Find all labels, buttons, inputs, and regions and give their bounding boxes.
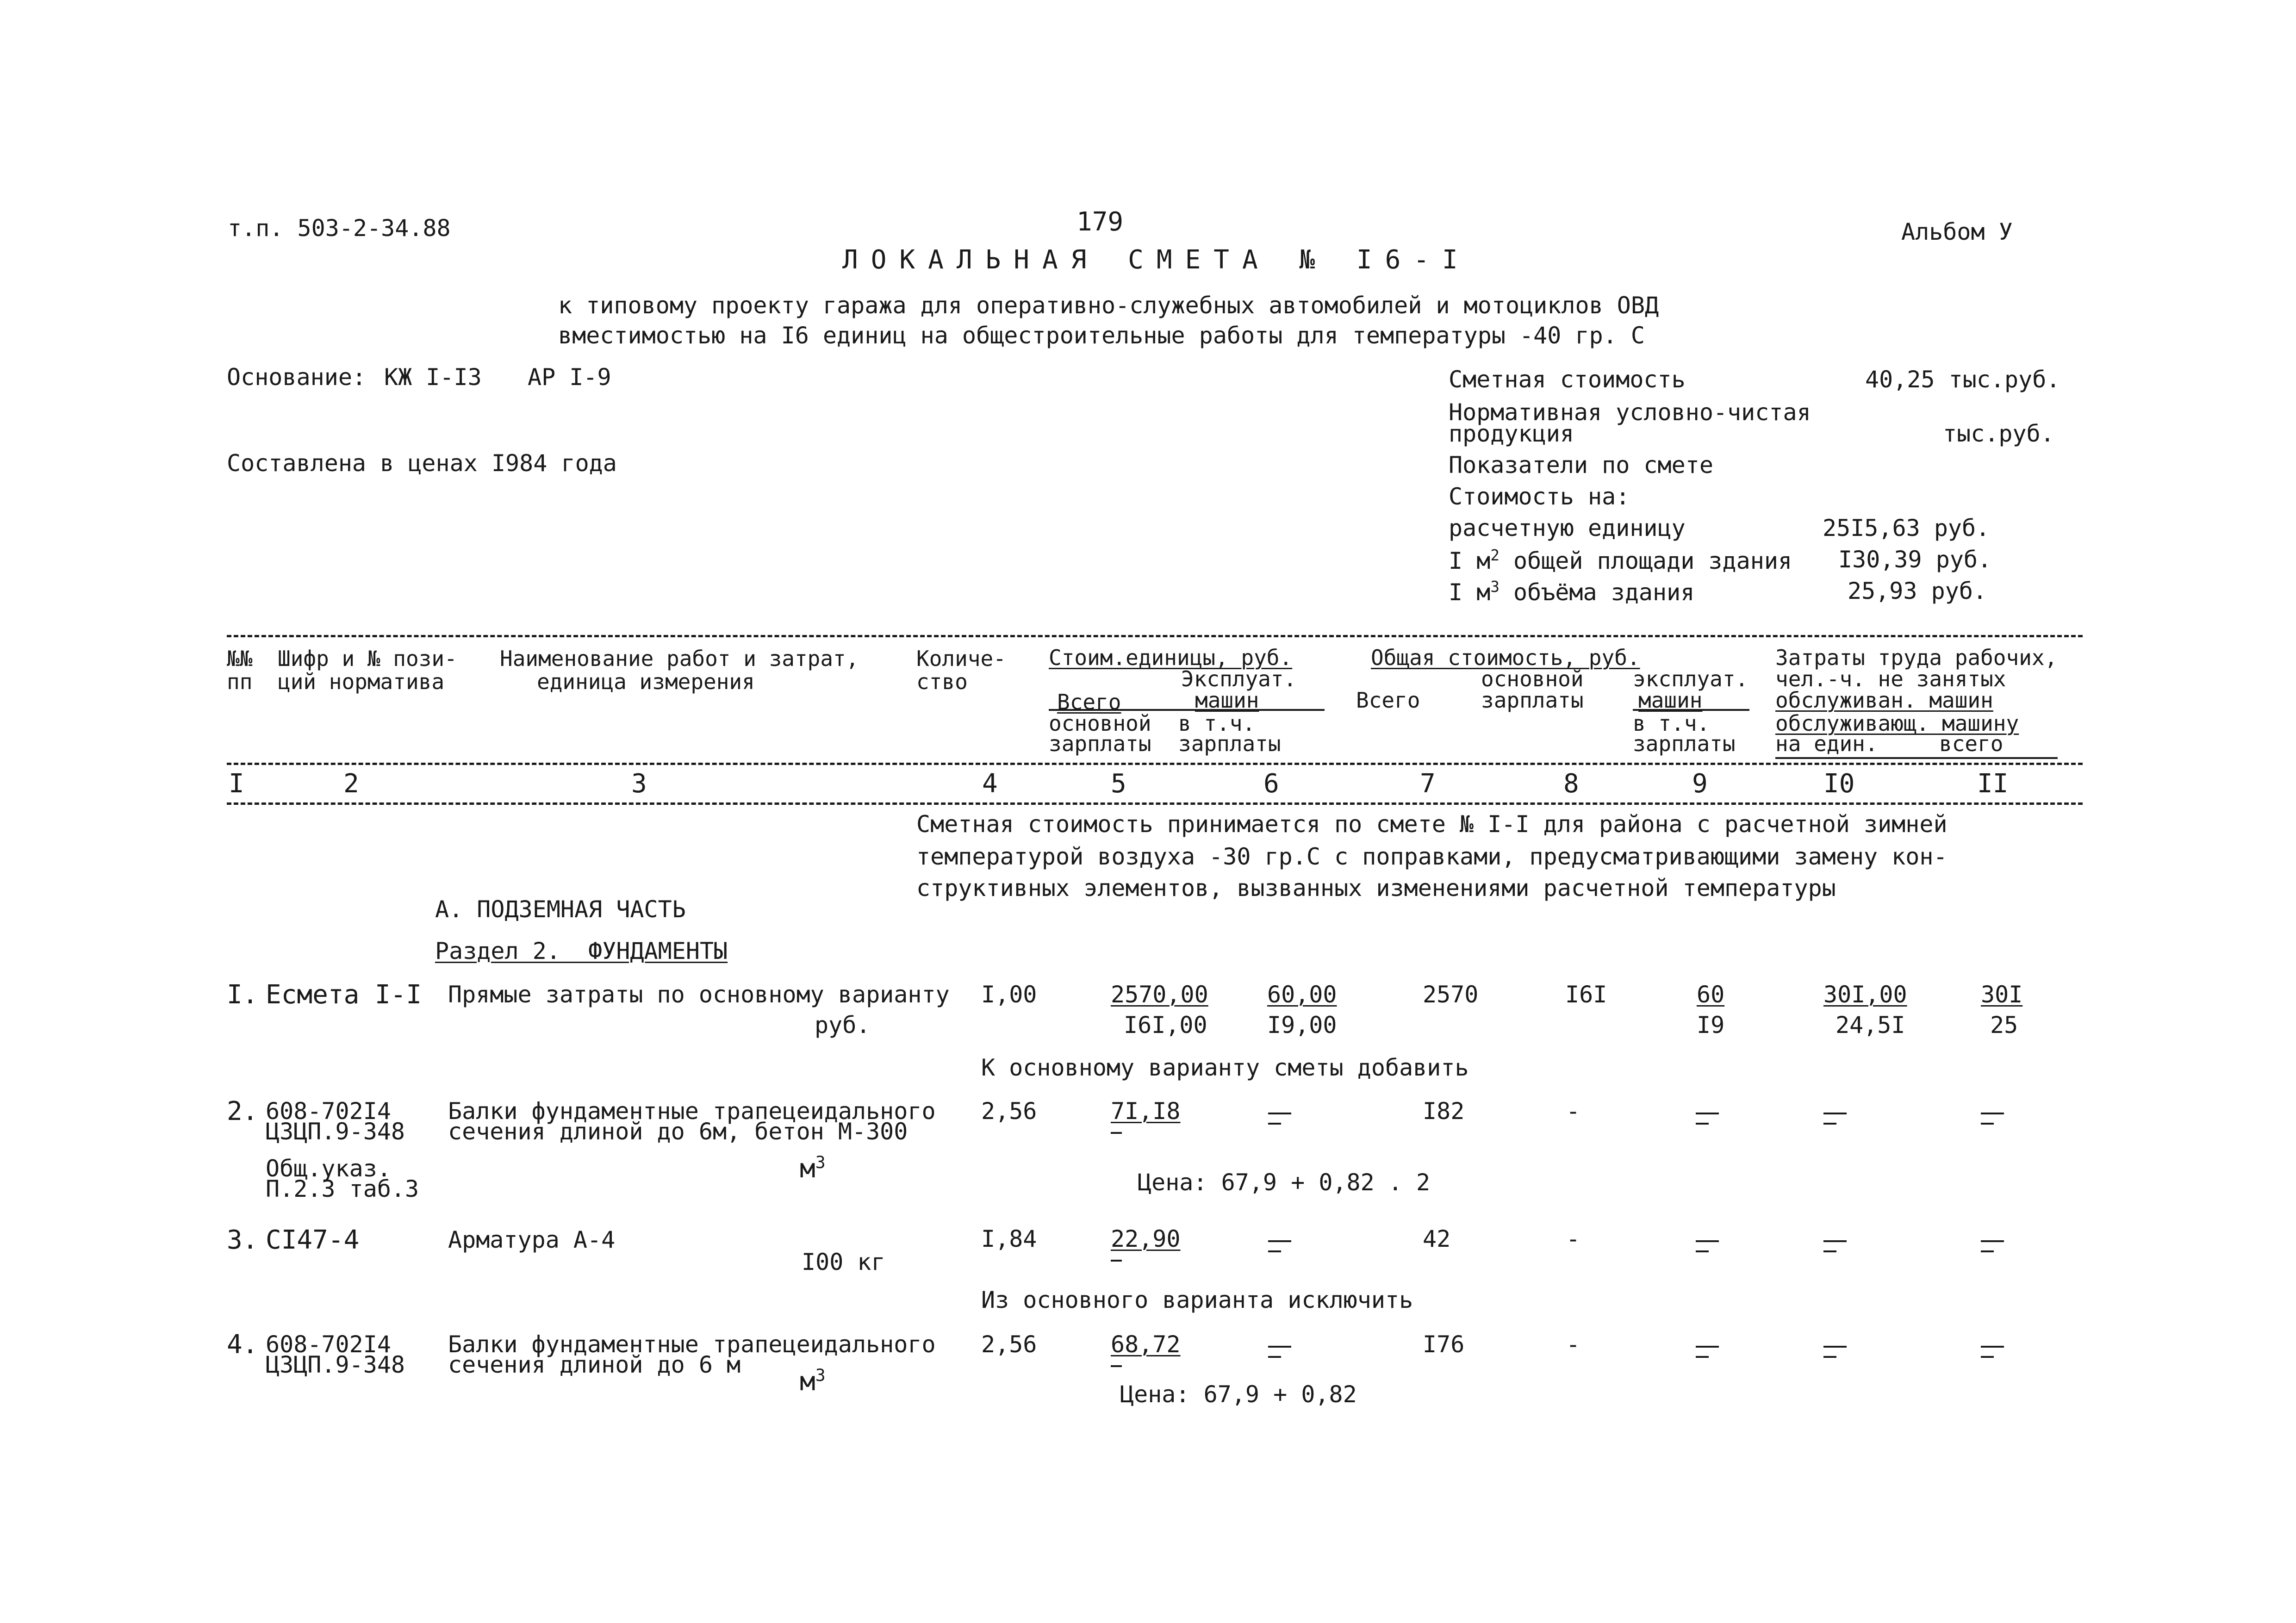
col1-header-b: пп bbox=[227, 669, 253, 694]
dash-mark bbox=[1268, 1240, 1291, 1261]
dash-mark bbox=[1981, 1240, 2004, 1261]
col4-header-b: ство bbox=[916, 669, 968, 694]
total-cost-header: Общая стоимость, руб. bbox=[1371, 645, 1640, 670]
row-num: 4. bbox=[227, 1330, 258, 1360]
total-base-header-1: основной bbox=[1481, 666, 1584, 691]
labor-header-3: обслуживан. машин bbox=[1775, 688, 1993, 713]
total-mach-header-3: в т.ч. bbox=[1633, 711, 1710, 736]
dash-mark bbox=[1823, 1113, 1847, 1133]
unit-mach-header-3: в т.ч. bbox=[1178, 711, 1256, 736]
row-unit-prefix: м bbox=[800, 1367, 815, 1397]
row-qty: I,84 bbox=[981, 1225, 1037, 1252]
row-labor-unit-b: 24,5I bbox=[1836, 1012, 1905, 1038]
col4-header bbox=[916, 647, 1006, 693]
row-code: Есмета I-I bbox=[266, 980, 422, 1010]
unit-total-header: Всего bbox=[1057, 690, 1121, 715]
table-numbers-rule bbox=[227, 802, 2083, 805]
album-label: Альбом У bbox=[1901, 218, 2013, 245]
row-price-note: Цена: 67,9 + 0,82 . 2 bbox=[1138, 1169, 1431, 1196]
row-labor-total-b: 25 bbox=[1990, 1012, 2018, 1038]
section-chapter: Раздел 2. ФУНДАМЕНТЫ bbox=[435, 938, 728, 964]
dash-mark bbox=[1981, 1346, 2004, 1366]
dash-mark bbox=[1268, 1113, 1291, 1133]
subtitle-line-1: к типовому проекту гаража для оперативно-служебных автомобилей и мотоциклов ОВД bbox=[558, 292, 1659, 319]
note-line-3: структивных элементов, вызванных изменениями расчетной температуры bbox=[916, 875, 1836, 902]
per-m2-label bbox=[1449, 548, 1792, 572]
estimated-cost-label: Сметная стоимость bbox=[1449, 366, 1686, 393]
total-mach-header-2: машин bbox=[1638, 688, 1703, 713]
per-m3-label bbox=[1449, 579, 1694, 604]
dash-mark bbox=[1111, 1365, 1134, 1375]
total-all-header: Всего bbox=[1356, 688, 1420, 713]
dash-mark bbox=[1823, 1240, 1847, 1261]
row-unit-mach-zp: I9,00 bbox=[1267, 1012, 1337, 1038]
row-total-base: - bbox=[1566, 1098, 1580, 1125]
note-line-1: Сметная стоимость принимается по смете № I-I для района с расчетной зимней bbox=[916, 811, 1948, 838]
per-m3-sup: 3 bbox=[1490, 578, 1500, 596]
row-code: СI47-4 bbox=[266, 1225, 360, 1255]
col-number: 7 bbox=[1420, 769, 1436, 799]
row-qty: 2,56 bbox=[981, 1331, 1037, 1358]
per-unit-label: расчетную единицу bbox=[1449, 515, 1686, 541]
per-m2-suffix: общей площади здания bbox=[1499, 547, 1792, 574]
col-number: 6 bbox=[1263, 769, 1279, 799]
row-total: 42 bbox=[1423, 1225, 1451, 1252]
col3-header-b: единица измерения bbox=[537, 669, 755, 694]
col2-header-a: Шифр и № пози- bbox=[278, 646, 457, 671]
estimated-cost-value: 40,25 тыс.руб. bbox=[1865, 366, 2060, 393]
col1-header-a: №№ bbox=[227, 646, 253, 671]
row-code: П.2.3 таб.3 bbox=[266, 1175, 419, 1202]
group-label-exclude: Из основного варианта исключить bbox=[981, 1287, 1413, 1313]
col-number: I0 bbox=[1823, 769, 1855, 799]
row-price-note: Цена: 67,9 + 0,82 bbox=[1120, 1381, 1357, 1408]
col-number: 4 bbox=[982, 769, 998, 799]
col-number: 8 bbox=[1563, 769, 1579, 799]
per-m3-suffix: объёма здания bbox=[1499, 578, 1695, 606]
col-number: I bbox=[229, 769, 244, 799]
dash-mark bbox=[1823, 1346, 1847, 1366]
cost-per-label: Стоимость на: bbox=[1449, 483, 1630, 510]
dash-mark bbox=[1268, 1346, 1291, 1366]
group-label-add: К основному варианту сметы добавить bbox=[981, 1054, 1469, 1081]
labor-header-4: обслуживающ. машину bbox=[1775, 711, 2019, 736]
col4-header-a: Количе- bbox=[916, 646, 1006, 671]
col3-header-a: Наименование работ и затрат, bbox=[500, 646, 859, 671]
row-unit-total: 2570,00 bbox=[1111, 981, 1208, 1008]
row-unit-base: I6I,00 bbox=[1124, 1012, 1207, 1038]
row-code: ЦЗЦП.9-348 bbox=[266, 1118, 405, 1145]
normative-label-2: продукция bbox=[1449, 420, 1574, 447]
per-unit-value: 25I5,63 руб. bbox=[1823, 515, 1990, 541]
per-m2-sup: 2 bbox=[1490, 547, 1500, 564]
page-number: 179 bbox=[1076, 207, 1124, 237]
row-qty: 2,56 bbox=[981, 1098, 1037, 1125]
row-total-base: - bbox=[1566, 1225, 1580, 1252]
unit-mach-header-1: Эксплуат. bbox=[1181, 666, 1297, 691]
unit-cost-header: Стоим.единицы, руб. bbox=[1049, 645, 1293, 670]
col3-header bbox=[500, 647, 859, 693]
col1-header bbox=[227, 647, 252, 693]
per-m2-value: I30,39 руб. bbox=[1838, 546, 1992, 573]
per-m3-value: 25,93 руб. bbox=[1848, 578, 1987, 604]
row-unit-sup: 3 bbox=[815, 1152, 826, 1172]
row-total-mach: 60 bbox=[1697, 981, 1725, 1008]
unit-mach-header-2: машин bbox=[1195, 688, 1259, 713]
row-total-base: - bbox=[1566, 1331, 1580, 1358]
per-m3-prefix: I м bbox=[1449, 578, 1491, 606]
dash-mark bbox=[1696, 1240, 1719, 1261]
row-code: ЦЗЦП.9-348 bbox=[266, 1351, 405, 1378]
labor-divider bbox=[1775, 757, 2058, 759]
labor-header-1: Затраты труда рабочих, bbox=[1775, 645, 2058, 670]
document-title: ЛОКАЛЬНАЯ СМЕТА № I6-I bbox=[842, 245, 1471, 275]
dash-mark bbox=[1981, 1113, 2004, 1133]
total-mach-divider bbox=[1633, 709, 1749, 711]
col-number: 9 bbox=[1692, 769, 1708, 799]
col-number: 5 bbox=[1111, 769, 1126, 799]
unit-cost-divider bbox=[1049, 709, 1325, 711]
row-unit-sup: 3 bbox=[815, 1365, 826, 1385]
total-mach-header-4: зарплаты bbox=[1633, 731, 1736, 756]
unit-base-header-1: основной bbox=[1049, 711, 1151, 736]
row-qty: I,00 bbox=[981, 981, 1037, 1008]
col2-header bbox=[278, 647, 457, 693]
unit-mach-header-4: зарплаты bbox=[1178, 731, 1281, 756]
row-total-base: I6I bbox=[1565, 981, 1607, 1008]
basis-ar: АР I-9 bbox=[528, 364, 611, 391]
labor-header-2: чел.-ч. не занятых bbox=[1775, 666, 2006, 691]
row-unit bbox=[800, 1154, 826, 1182]
row-total: I76 bbox=[1423, 1331, 1465, 1358]
labor-header-5: на един. bbox=[1775, 731, 1878, 756]
table-top-rule bbox=[227, 635, 2083, 637]
subtitle-line-2: вместимостью на I6 единиц на общестроительные работы для температуры -40 гр. С bbox=[558, 322, 1645, 349]
col-number: II bbox=[1977, 769, 2009, 799]
row-name: Балки фундаментные трапецеидального bbox=[448, 1098, 936, 1125]
col2-header-b: ций норматива bbox=[278, 669, 445, 694]
doc-id: т.п. 503-2-34.88 bbox=[228, 215, 451, 242]
table-header-rule bbox=[227, 763, 2083, 765]
row-name: сечения длиной до 6 м bbox=[448, 1351, 741, 1378]
row-num: I. bbox=[227, 980, 258, 1010]
note-line-2: температурой воздуха -30 гр.С с поправками, предусматривающими замену кон- bbox=[916, 843, 1948, 870]
total-base-header-2: зарплаты bbox=[1481, 688, 1584, 713]
col-number: 3 bbox=[631, 769, 647, 799]
dash-mark bbox=[1111, 1260, 1134, 1270]
row-total: 2570 bbox=[1423, 981, 1479, 1008]
unit-base-header-2: зарплаты bbox=[1049, 731, 1151, 756]
row-name: Прямые затраты по основному варианту bbox=[448, 981, 950, 1008]
row-labor-total: 30I bbox=[1981, 981, 2023, 1008]
row-unit bbox=[800, 1367, 826, 1395]
dash-mark bbox=[1111, 1132, 1134, 1142]
row-total: I82 bbox=[1423, 1098, 1465, 1125]
normative-value: тыс.руб. bbox=[1943, 420, 2054, 447]
row-unit-total: 68,72 bbox=[1111, 1331, 1181, 1358]
row-code: 608-702I4 bbox=[266, 1331, 391, 1358]
row-unit: руб. bbox=[815, 1012, 871, 1038]
dash-mark bbox=[1696, 1113, 1719, 1133]
basis-kzh: КЖ I-I3 bbox=[384, 364, 482, 391]
row-unit-prefix: м bbox=[800, 1154, 815, 1184]
row-labor-unit: 30I,00 bbox=[1823, 981, 1907, 1008]
row-unit: I00 кг bbox=[802, 1249, 885, 1275]
row-code: Общ.указ. bbox=[266, 1155, 391, 1182]
row-name: Арматура А-4 bbox=[448, 1226, 616, 1253]
row-code: 608-702I4 bbox=[266, 1098, 391, 1125]
row-total-mach-zp: I9 bbox=[1697, 1012, 1725, 1038]
basis-label: Основание: bbox=[227, 364, 367, 391]
row-unit-mach: 60,00 bbox=[1267, 981, 1337, 1008]
prices-year: Составлена в ценах I984 года bbox=[227, 450, 617, 477]
normative-label-1: Нормативная условно-чистая bbox=[1449, 399, 1811, 426]
dash-mark bbox=[1696, 1346, 1719, 1366]
section-part: А. ПОДЗЕМНАЯ ЧАСТЬ bbox=[435, 896, 686, 923]
per-m2-prefix: I м bbox=[1449, 547, 1491, 574]
row-num: 3. bbox=[227, 1225, 258, 1255]
row-num: 2. bbox=[227, 1096, 258, 1126]
row-name: сечения длиной до 6м, бетон М-300 bbox=[448, 1118, 908, 1145]
row-name: Балки фундаментные трапецеидального bbox=[448, 1331, 936, 1358]
col-number: 2 bbox=[343, 769, 359, 799]
total-mach-header-1: эксплуат. bbox=[1633, 666, 1748, 691]
labor-header-6: всего bbox=[1939, 731, 2004, 756]
row-unit-total: 22,90 bbox=[1111, 1225, 1181, 1252]
row-unit-total: 7I,I8 bbox=[1111, 1098, 1181, 1125]
indicators-label: Показатели по смете bbox=[1449, 452, 1713, 479]
